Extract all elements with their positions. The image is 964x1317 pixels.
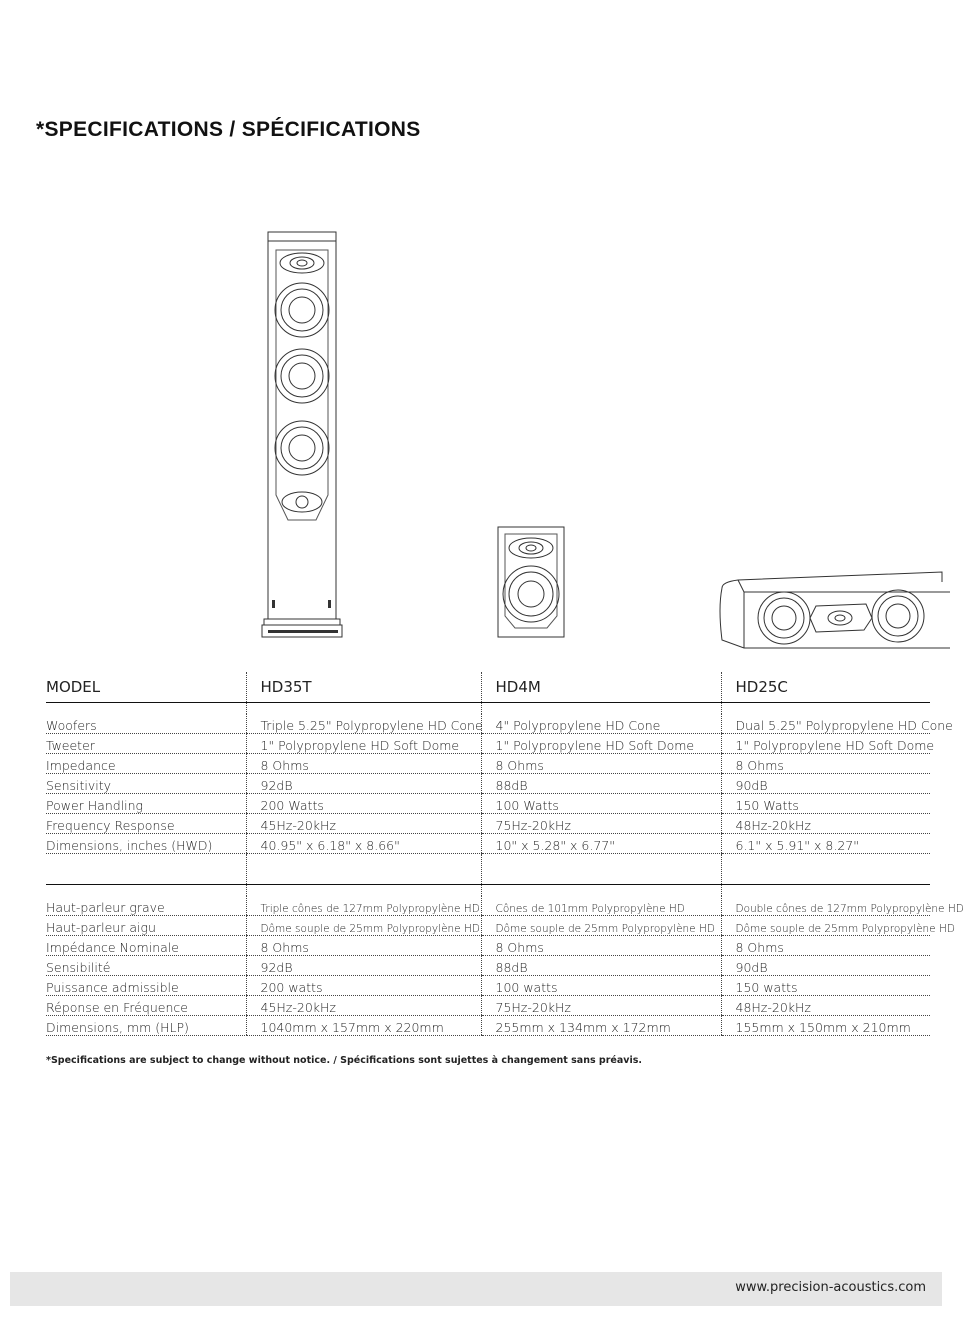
row-value: 1" Polypropylene HD Soft Dome [721,734,930,754]
row-value: 45Hz-20kHz [246,814,481,834]
row-label: Impédance Nominale [46,936,246,956]
spacer-cell [46,703,246,715]
spacer-cell [246,703,481,715]
row-value: 255mm x 134mm x 172mm [481,1016,721,1036]
table-row [46,734,930,754]
hd35t-speaker-illustration [258,230,348,640]
spacer-cell [721,885,930,897]
row-value: 200 Watts [246,794,481,814]
table-row [46,996,930,1016]
row-value: 88dB [481,774,721,794]
row-value: 6.1" x 5.91" x 8.27" [721,834,930,854]
row-label: Frequency Response [46,814,246,834]
table-row [46,794,930,814]
row-value: 8 Ohms [481,936,721,956]
row-value: 90dB [721,956,930,976]
footer-band [10,1272,942,1306]
row-value: 1" Polypropylene HD Soft Dome [481,734,721,754]
row-value: 155mm x 150mm x 210mm [721,1016,930,1036]
table-row [46,956,930,976]
row-value: Dôme souple de 25mm Polypropylène HD [721,916,930,936]
row-label: Haut-parleur aigu [46,916,246,936]
row-value: 92dB [246,956,481,976]
spacer-row [46,703,930,715]
table-row [46,1016,930,1036]
row-value: Dôme souple de 25mm Polypropylène HD [246,916,481,936]
model-header: MODEL [46,672,246,703]
row-label: Réponse en Fréquence [46,996,246,1016]
row-label: Haut-parleur grave [46,896,246,916]
table-header-row [46,672,930,703]
table-row [46,976,930,996]
spacer-cell [246,885,481,897]
row-value: 40.95" x 6.18" x 8.66" [246,834,481,854]
row-value: 10" x 5.28" x 6.77" [481,834,721,854]
row-label: Puissance admissible [46,976,246,996]
model-hd4m-header: HD4M [481,672,721,703]
row-value: Dôme souple de 25mm Polypropylène HD [481,916,721,936]
footnote: *Specifications are subject to change without notice. / Spécifications sont sujettes à changement sans préavis. [46,1055,642,1066]
table-row [46,936,930,956]
page-title: *SPECIFICATIONS / SPÉCIFICATIONS [36,118,421,141]
spacer-cell [46,885,246,897]
specifications-table [46,672,964,1036]
table-row [46,834,930,854]
spacer-row [46,885,930,897]
row-value: 48Hz-20kHz [721,814,930,834]
spacer-cell [46,854,246,885]
table-row [46,714,930,734]
row-value: Dual 5.25" Polypropylene HD Cone [721,714,930,734]
row-value: 100 watts [481,976,721,996]
row-value: 4" Polypropylene HD Cone [481,714,721,734]
row-value: 1040mm x 157mm x 220mm [246,1016,481,1036]
row-label: Sensitivity [46,774,246,794]
row-value: Cônes de 101mm Polypropylène HD [481,896,721,916]
row-value: 88dB [481,956,721,976]
row-label: Impedance [46,754,246,774]
section-divider-row [46,854,930,885]
row-value: 8 Ohms [246,936,481,956]
table-row [46,896,930,916]
row-value: 150 watts [721,976,930,996]
spacer-cell [721,703,930,715]
footer-url[interactable]: www.precision-acoustics.com [735,1280,926,1295]
row-label: Power Handling [46,794,246,814]
table-row [46,916,930,936]
row-value: Triple 5.25" Polypropylene HD Cone [246,714,481,734]
spacer-cell [481,885,721,897]
row-value: 1" Polypropylene HD Soft Dome [246,734,481,754]
hd4m-speaker-illustration [495,524,567,640]
row-value: 200 watts [246,976,481,996]
model-hd25c-header: HD25C [721,672,930,703]
row-value: 75Hz-20kHz [481,814,721,834]
row-value: 75Hz-20kHz [481,996,721,1016]
row-value: 8 Ohms [721,936,930,956]
row-value: 8 Ohms [246,754,481,774]
table-row [46,754,930,774]
row-value: 8 Ohms [481,754,721,774]
row-value: Triple cônes de 127mm Polypropylène HD [246,896,481,916]
spacer-cell [721,854,930,885]
spacer-cell [246,854,481,885]
row-value: 48Hz-20kHz [721,996,930,1016]
spacer-cell [481,854,721,885]
row-label: Tweeter [46,734,246,754]
row-label: Dimensions, mm (HLP) [46,1016,246,1036]
hd25c-speaker-illustration [712,568,950,650]
row-value: 150 Watts [721,794,930,814]
row-label: Sensibilité [46,956,246,976]
row-label: Woofers [46,714,246,734]
model-hd35t-header: HD35T [246,672,481,703]
spacer-cell [481,703,721,715]
row-value: 100 Watts [481,794,721,814]
row-value: 90dB [721,774,930,794]
row-value: 8 Ohms [721,754,930,774]
table-row [46,774,930,794]
row-label: Dimensions, inches (HWD) [46,834,246,854]
row-value: 45Hz-20kHz [246,996,481,1016]
row-value: Double cônes de 127mm Polypropylène HD [721,896,930,916]
row-value: 92dB [246,774,481,794]
table-row [46,814,930,834]
